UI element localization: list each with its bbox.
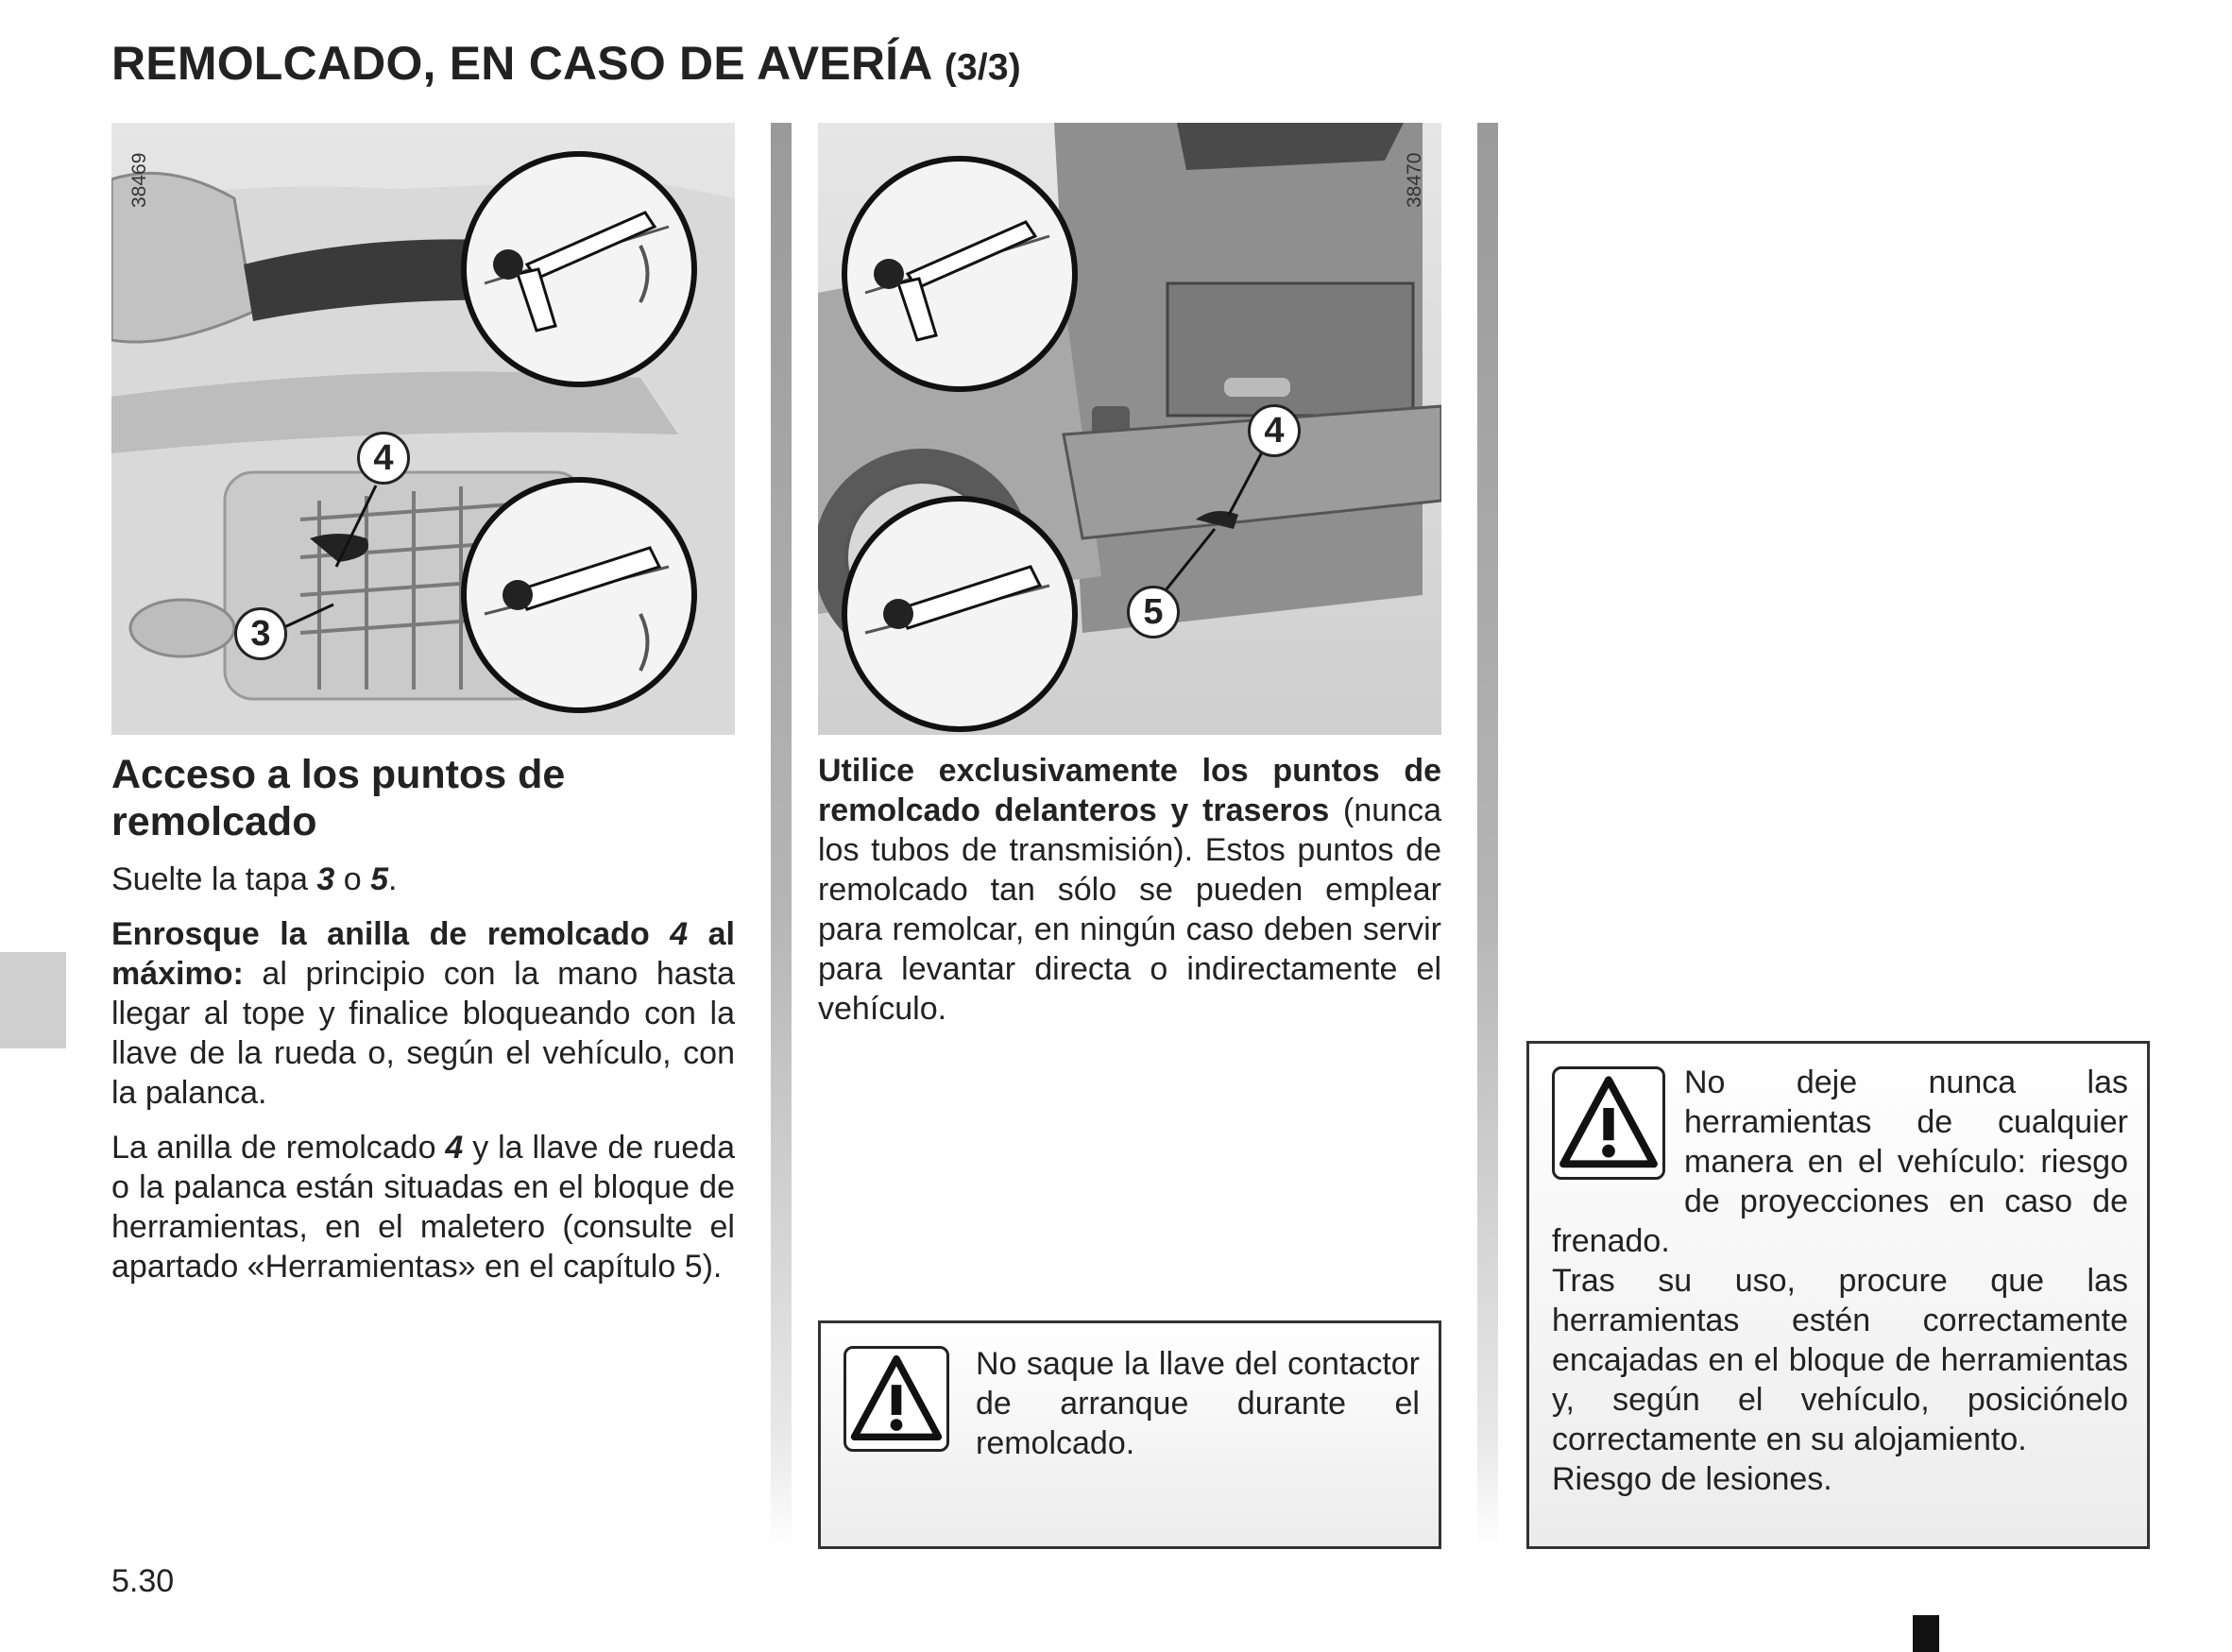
front-towing-illustration (111, 123, 735, 735)
paragraph-release-cover: Suelte la tapa 3 o 5. (111, 861, 398, 897)
warning-line: No deje nunca las herramientas de cualquier manera en el vehículo: riesgo de proyecciones en caso de frenado. (1552, 1064, 2128, 1259)
warning-triangle-icon (843, 1346, 949, 1452)
page-edge-marker (1913, 1615, 1939, 1652)
warning-text: No saque la llave del contactor de arranque durante el remolcado. (976, 1346, 1420, 1461)
paragraph-screw-ring: Enrosque la anilla de remolcado 4 al máximo: al principio con la mano hasta llegar al tope y finalice bloqueando con la llave de la rueda o, según el vehículo, con la palanca. (111, 916, 735, 1111)
warning-box-ignition (818, 1320, 1441, 1549)
callout-cover: 5 (1127, 586, 1180, 639)
front-car-drawing (111, 123, 735, 735)
warning-text (1552, 1063, 2128, 1499)
middle-column-text (818, 751, 1441, 1044)
callout-towing-ring: 4 (357, 432, 410, 485)
column-divider-left (771, 123, 792, 1549)
warning-line: Riesgo de lesiones. (1552, 1461, 1832, 1497)
figure-reference-number: 38470 (1404, 152, 1425, 208)
rear-car-drawing (818, 123, 1441, 735)
left-column-text (111, 860, 735, 1302)
callout-cover: 3 (234, 607, 287, 660)
rear-towing-illustration (818, 123, 1441, 735)
callout-towing-ring: 4 (1248, 404, 1301, 457)
warning-line: Tras su uso, procure que las herramientas estén correctamente encajadas en el bloque de herramientas y, según el vehículo, posiciónelo correctamente en su alojamiento. (1552, 1263, 2128, 1457)
paragraph-towing-points: Utilice exclusivamente los puntos de remolcado delanteros y traseros (nunca los tubos de transmisión). Estos puntos de remolcado tan sólo se pueden emplear para remolcar, en ningún caso deben servir para levantar directa o indirectamente el vehículo. (818, 753, 1442, 1027)
section-heading: Acceso a los puntos de remolcado (111, 752, 566, 844)
paragraph-tool-location: La anilla de remolcado 4 y la llave de rueda o la palanca están situadas en el bloque de herramientas, en el maletero (consulte el apartado «Herramientas» en el capítulo 5). (111, 1130, 735, 1285)
warning-box-tools (1526, 1041, 2150, 1549)
page-title-suffix: (3/3) (944, 47, 1021, 88)
page-number: 5.30 (111, 1563, 175, 1599)
chapter-tab (0, 952, 66, 1048)
page-title: REMOLCADO, EN CASO DE AVERÍA (3/3) (111, 37, 1021, 90)
figure-reference-number: 38469 (128, 152, 150, 208)
column-divider-right (1477, 123, 1498, 1549)
